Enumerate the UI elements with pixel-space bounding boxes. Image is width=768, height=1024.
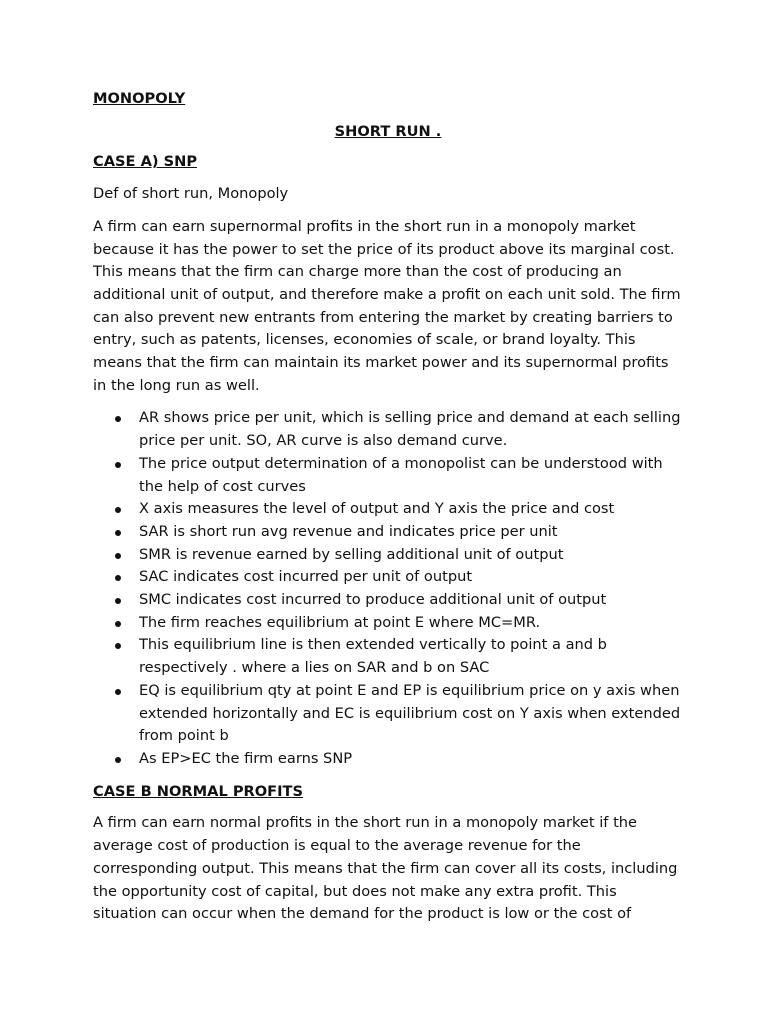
- bullet-text: AR shows price per unit, which is selling price and demand at each selling price per unit. SO, AR curve is also demand curve.: [139, 409, 681, 450]
- bullet-text: SAC indicates cost incurred per unit of output: [139, 568, 473, 586]
- case-a-paragraph: A firm can earn supernormal profits in the short run in a monopoly market because it has the power to set the price of its product above its marginal cost. This means that the firm can charge more than the cost of producing an additional unit of output, and therefore make a profit on each unit sold. The firm can also prevent new entrants from entering the market by creating barriers to entry, such as patents, licenses, economies of scale, or brand loyalty. This means that the firm can maintain its market power and its supernormal profits in the long run as well.: [93, 217, 681, 394]
- bullet-item: [93, 407, 683, 452]
- bullet-icon: [115, 621, 121, 627]
- bullet-text: As EP>EC the firm earns SNP: [139, 749, 353, 767]
- bullet-text: This equilibrium line is then extended vertically to point a and b respectively . where a lies on SAR and b on SAC: [139, 636, 607, 677]
- bullet-item: [93, 453, 683, 498]
- bullet-text: The firm reaches equilibrium at point E where MC=MR.: [139, 613, 541, 631]
- document-title: MONOPOLY: [93, 90, 186, 107]
- bullet-icon: [115, 598, 121, 604]
- bullet-icon: [115, 689, 121, 695]
- bullet-text: EQ is equilibrium qty at point E and EP is equilibrium price on y axis when extended horizontally and EC is equilibrium cost on Y axis when extended from point b: [139, 681, 681, 745]
- bullet-text: SAR is short run avg revenue and indicates price per unit: [139, 522, 558, 540]
- bullet-item: [93, 612, 683, 635]
- bullet-icon: [115, 530, 121, 536]
- bullet-icon: [115, 507, 121, 513]
- bullet-item: [93, 521, 683, 544]
- bullet-text: SMC indicates cost incurred to produce additional unit of output: [139, 591, 607, 609]
- bullet-item: [93, 544, 683, 567]
- case-a-heading: CASE A) SNP: [93, 153, 198, 171]
- case-a-bullet-list: [93, 407, 683, 770]
- bullet-icon: [115, 643, 121, 649]
- bullet-item: [93, 748, 683, 771]
- bullet-icon: [115, 575, 121, 581]
- case-b-paragraph: A firm can earn normal profits in the short run in a monopoly market if the average cost of production is equal to the average revenue for the corresponding output. This means that the firm can cover all its costs, including the opportunity cost of capital, but does not make any extra profit. This situation can occur when the demand for the product is low or the cost of: [93, 814, 678, 923]
- bullet-item: [93, 566, 683, 589]
- bullet-item: [93, 680, 683, 748]
- bullet-icon: [115, 757, 121, 763]
- bullet-text: SMR is revenue earned by selling additional unit of output: [139, 545, 564, 563]
- case-a-definition: Def of short run, Monopoly: [93, 185, 289, 203]
- bullet-item: [93, 634, 683, 679]
- bullet-item: [93, 498, 683, 521]
- bullet-text: X axis measures the level of output and Y axis the price and cost: [139, 500, 615, 518]
- case-b-heading: CASE B NORMAL PROFITS: [93, 782, 304, 800]
- bullet-text: The price output determination of a monopolist can be understood with the help of cost curves: [139, 454, 663, 495]
- bullet-icon: [115, 416, 121, 422]
- section-title-short-run: SHORT RUN .: [334, 122, 442, 140]
- bullet-icon: [115, 553, 121, 559]
- bullet-icon: [115, 462, 121, 468]
- bullet-item: [93, 589, 683, 612]
- document-page: [93, 88, 683, 936]
